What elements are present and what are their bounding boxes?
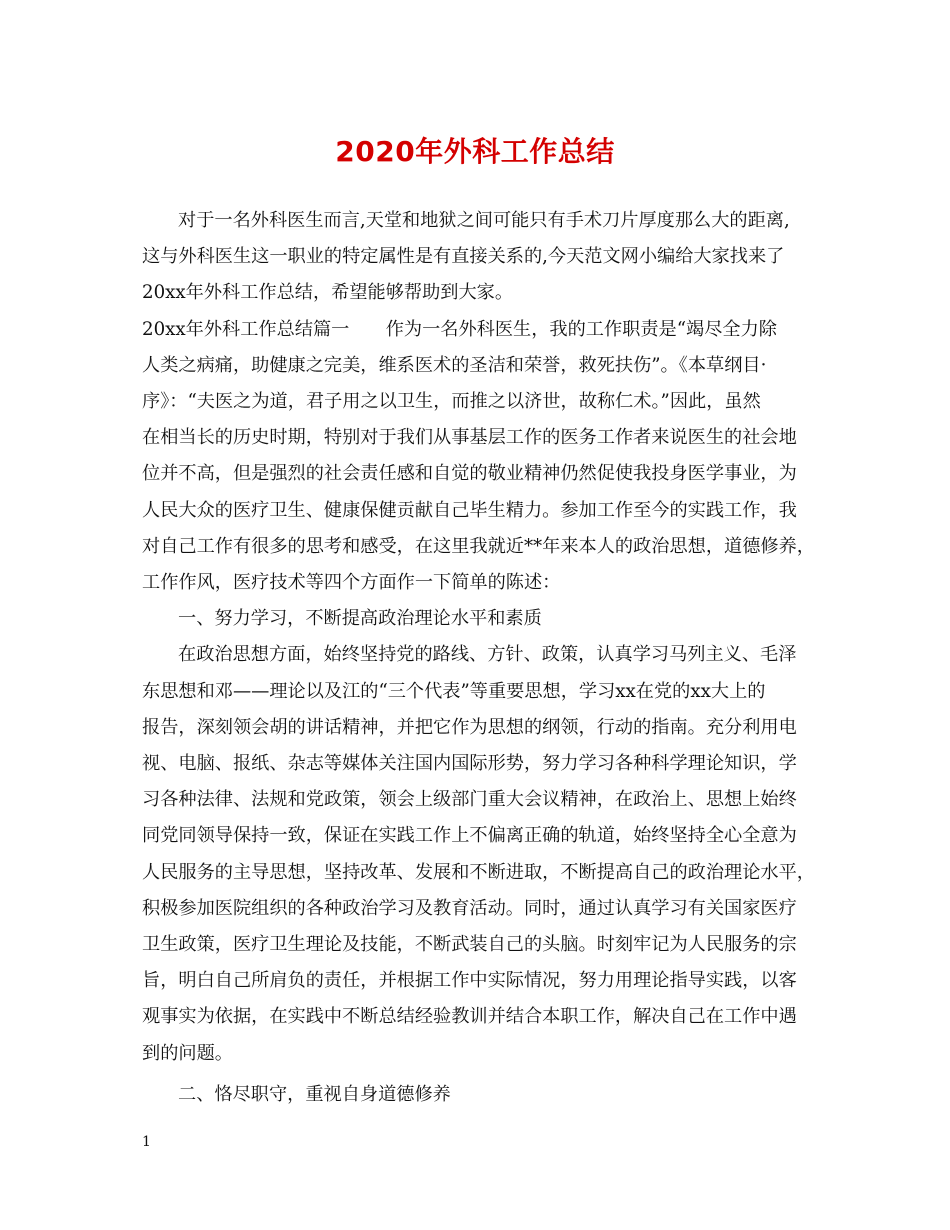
paragraph-line: 积极参加医院组织的各种政治学习及教育活动。同时，通过认真学习有关国家医疗 [142, 897, 797, 919]
paragraph-line: 人民大众的医疗卫生、健康保健贡献自己毕生精力。参加工作至今的实践工作，我 [142, 499, 797, 521]
paragraph-line: 20xx年外科工作总结篇一 作为一名外科医生，我的工作职责是“竭尽全力除 [142, 318, 777, 340]
paragraph-line: 卫生政策，医疗卫生理论及技能，不断武装自己的头脑。时刻牢记为人民服务的宗 [142, 934, 797, 956]
page-number: 1 [142, 1134, 151, 1150]
paragraph-line: 同党同领导保持一致，保证在实践工作上不偏离正确的轨道，始终坚持全心全意为 [142, 825, 797, 847]
paragraph-line: 视、电脑、报纸、杂志等媒体关注国内国际形势，努力学习各种科学理论知识，学 [142, 753, 797, 775]
paragraph-line: 位并不高，但是强烈的社会责任感和自觉的敬业精神仍然促使我投身医学事业，为 [142, 463, 797, 485]
paragraph-line: 人类之病痛，助健康之完美，维系医术的圣洁和荣誉，救死扶伤”。《本草纲目· [142, 354, 767, 376]
paragraph-line: 到的问题。 [142, 1042, 233, 1064]
paragraph-line: 工作作风，医疗技术等四个方面作一下简单的陈述： [142, 572, 561, 594]
paragraph-line: 这与外科医生这一职业的特定属性是有直接关系的,今天范文网小编给大家找来了 [142, 246, 785, 268]
paragraph-line: 在政治思想方面，始终坚持党的路线、方针、政策，认真学习马列主义、毛泽 [178, 644, 797, 666]
paragraph-line: 习各种法律、法规和党政策，领会上级部门重大会议精神，在政治上、思想上始终 [142, 789, 797, 811]
paragraph-line: 对自己工作有很多的思考和感受，在这里我就近**年来本人的政治思想，道德修养， [142, 535, 815, 557]
paragraph-line: 报告，深刻领会胡的讲话精神，并把它作为思想的纲领，行动的指南。充分利用电 [142, 716, 797, 738]
section-heading: 一、努力学习，不断提高政治理论水平和素质 [178, 608, 542, 630]
paragraph-line: 在相当长的历史时期，特别对于我们从事基层工作的医务工作者来说医生的社会地 [142, 427, 797, 449]
paragraph-line: 东思想和邓——理论以及江的“三个代表”等重要思想，学习xx在党的xx大上的 [142, 680, 766, 702]
page-title: 2020年外科工作总结 [335, 135, 615, 168]
paragraph-line: 对于一名外科医生而言,天堂和地狱之间可能只有手术刀片厚度那么大的距离, [178, 210, 790, 231]
document-body [142, 203, 824, 1113]
paragraph-line: 20xx年外科工作总结，希望能够帮助到大家。 [142, 282, 514, 304]
paragraph-line: 序》：“夫医之为道，君子用之以卫生，而推之以济世，故称仁术。”因此，虽然 [142, 391, 761, 413]
section-heading: 二、恪尽职守，重视自身道德修养 [178, 1083, 451, 1105]
paragraph-line: 人民服务的主导思想，坚持改革、发展和不断进取，不断提高自己的政治理论水平， [142, 861, 815, 883]
paragraph-line: 旨，明白自己所肩负的责任，并根据工作中实际情况，努力用理论指导实践，以客 [142, 970, 797, 992]
paragraph-line: 观事实为依据，在实践中不断总结经验教训并结合本职工作，解决自己在工作中遇 [142, 1006, 797, 1028]
